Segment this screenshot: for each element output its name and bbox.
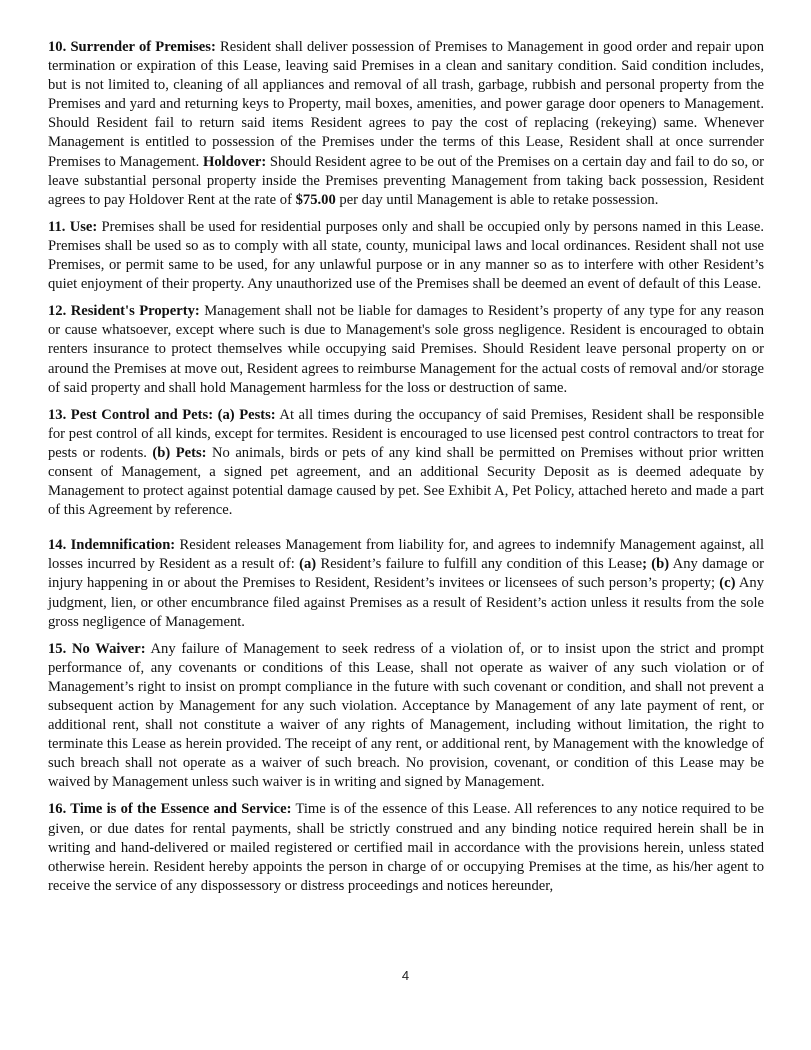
section-heading — [48, 641, 146, 657]
section-number: 14. — [48, 537, 67, 554]
section-11-use — [48, 218, 764, 294]
section-heading — [48, 39, 216, 55]
section-title: Use: — [69, 218, 98, 235]
section-number: 16. — [48, 801, 67, 818]
section-number: 15. — [48, 640, 67, 657]
section-number: 11. — [48, 218, 66, 235]
clause-label-b: (b) — [152, 444, 171, 461]
document-page — [48, 38, 764, 904]
holdover-subheading: Holdover: — [202, 153, 267, 170]
section-body: Should Resident agree to be out of the Premises on a certain day and fail to do so, or leave substantial personal property inside the Premises preventing Management from taking back possession, Resident agrees to pay Holdover Rent at the rate of — [48, 153, 764, 208]
clause-label-b: (b) — [651, 556, 670, 573]
section-number: 10. — [48, 39, 67, 55]
clause-label-a: (a) — [299, 556, 317, 573]
section-body: Premises shall be used for residential purposes only and shall be occupied only by persons named in this Lease. Premises shall be used so as to comply with all state, county, municipal laws and local ordinances. Resident shall not use Premises, or permit same to be used, for any unlawful purpose or in any manner so as to interfere with other Resident’s quiet enjoyment of their property. Any unauthorized use of the Premises shall be deemed an event of default of this Lease. — [48, 218, 765, 293]
clause-label-c: (c) — [719, 575, 736, 592]
section-title: Time is of the Essence and Service: — [70, 801, 292, 818]
section-body: Any damage or injury happening in or about the Premises to Resident, Resident’s invitees or licensees of such person’s property; — [48, 556, 765, 592]
section-title: Indemnification: — [70, 537, 176, 554]
section-title: Surrender of Premises: — [70, 39, 216, 55]
section-title: No Waiver: — [72, 640, 146, 657]
page-number: 4 — [401, 968, 410, 983]
punctuation: ; — [642, 556, 647, 573]
section-14-indemnification — [48, 536, 764, 631]
section-12-residents-property — [48, 302, 764, 397]
section-number: 12. — [48, 303, 67, 320]
section-number: 13. — [48, 406, 67, 423]
section-body: At all times during the occupancy of said Premises, Resident shall be responsible for pest control of all kinds, except for termites. Resident is encouraged to use licensed pest control contractors to treat for pests or rodents. — [48, 406, 764, 461]
section-body: Resident releases Management from liability for, and agrees to indemnify Management against, all losses incurred by Resident as a result of: — [48, 537, 764, 573]
section-13-pest-control-and-pets — [48, 406, 764, 521]
section-body: Any judgment, lien, or other encumbrance filed against Premises as a result of Resident’s action unless it results from the sole gross negligence of Management. — [48, 575, 764, 630]
section-10-surrender-of-premises — [48, 38, 764, 210]
section-title: Pest Control and Pets: — [70, 406, 214, 423]
section-body: Time is of the essence of this Lease. All references to any notice required to be given, or due dates for rental payments, shall be strictly construed and any binding notice required herein shall be in writing and hand-delivered or mailed registered or certified mail in accordance with the provisions herein, unless stated otherwise herein. Resident hereby appoints the person in charge of or occupying Premises at the time, as his/her agent to receive the service of any dispossessory or distress proceedings and notices hereunder, — [48, 801, 764, 894]
section-16-time-of-essence — [48, 800, 764, 895]
section-heading — [48, 219, 97, 235]
section-heading — [48, 407, 213, 423]
section-body: Management shall not be liable for damages to Resident’s property of any type for any reason or cause whatsoever, except where such is due to Management's sole gross negligence. Resident is encouraged to obtain renters insurance to protect themselves while occupying said Premises. Should Resident leave personal property on or around the Premises at move out, Resident agrees to reimburse Management for the actual costs of removal and/or storage of said property and shall hold Management harmless for the loss or destruction of same. — [48, 303, 765, 396]
section-title: Resident's Property: — [70, 303, 200, 320]
section-body: per day until Management is able to retake possession. — [335, 191, 659, 208]
section-heading — [48, 801, 292, 817]
section-heading — [48, 303, 200, 319]
pests-subheading: Pests: — [239, 406, 276, 423]
section-body: Resident’s failure to fulfill any condition of this Lease — [316, 556, 643, 573]
clause-label-a: (a) — [217, 406, 235, 423]
section-body: Any failure of Management to seek redress of a violation of, or to insist upon the strict and prompt performance of, any covenants or conditions of this Lease, shall not operate as waiver of any such violation or of Management’s right to insist on prompt compliance in the future with such covenant or condition, and shall not prevent a subsequent action by Management for any such violation. Acceptance by Management of any late payment of rent, or additional rent, shall not constitute a waiver of any rights of Management, including without limitation, the right to terminate this Lease as herein provided. The receipt of any rent, or additional rent, by Management with the knowledge of such breach shall not operate as a waiver of such breach. No provision, covenant, or condition of this Lease may be waived by Management unless such waiver is in writing and signed by Management. — [48, 640, 764, 791]
section-body: No animals, birds or pets of any kind shall be permitted on Premises without prior written consent of Management, a signed pet agreement, and an additional Security Deposit as is deemed adequate by Management to protect against potential damage caused by pet. See Exhibit A, Pet Policy, attached hereto and made a part of this Agreement by reference. — [48, 444, 764, 519]
section-15-no-waiver — [48, 640, 764, 793]
section-body: Resident shall deliver possession of Premises to Management in good order and repair upon termination or expiration of this Lease, leaving said Premises in a clean and sanitary condition. Said condition includes, but is not limited to, cleaning of all appliances and removal of all trash, garbage, rubbish and personal property from the Premises and yard and returning keys to Property, mail boxes, amenities, and power garage door openers to Management. Should Resident fail to return said items Resident agrees to pay the cost of replacing (rekeying) same. Whenever Management is entitled to possession of the Premises under the terms of this Lease, Resident shall at once surrender Premises to Management. — [48, 39, 764, 170]
pets-subheading: Pets: — [175, 444, 207, 461]
holdover-rent-amount: $75.00 — [295, 191, 336, 208]
section-heading — [48, 537, 175, 553]
